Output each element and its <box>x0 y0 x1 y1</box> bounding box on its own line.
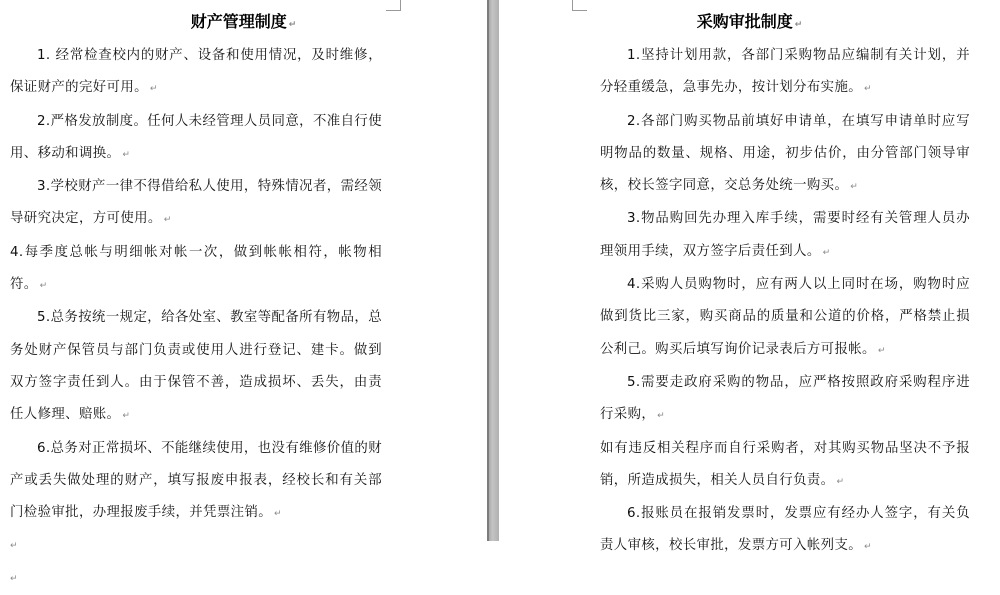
left-paragraph-6: 6.总务对正常损坏、不能继续使用，也没有维修价值的财产或丢失做处理的财产，填写报废申报表，经校长和有关部门检验审批，办理报废手续，并凭票注销。 ↵ <box>10 440 382 521</box>
right-paragraph-2: 2.各部门购买物品前填好申请单，在填写申请单时应写明物品的数量、规格、用途，初步估价，由分管部门领导审核，校长签字同意，交总务处统一购买。 ↵ <box>600 113 970 194</box>
empty-paragraph-mark: ↵ <box>10 541 18 552</box>
left-page-title: 财产管理制度 ↵ <box>190 12 297 31</box>
right-page-body <box>600 40 970 564</box>
right-paragraph-1: 1.坚持计划用款，各部门采购物品应编制有关计划，并分轻重缓急，急事先办，按计划分布实施。 ↵ <box>600 48 970 96</box>
left-paragraph-2: 2.严格发放制度。任何人未经管理人员同意，不准自行使用、移动和调换。 ↵ <box>10 113 382 161</box>
left-page-body <box>10 40 382 595</box>
left-paragraph-1: 1. 经常检查校内的财产、设备和使用情况，及时维修，保证财产的完好可用。 ↵ <box>10 48 382 96</box>
right-page-title: 采购审批制度 ↵ <box>696 12 803 31</box>
right-paragraph-7: 6.报账员在报销发票时，发票应有经办人签字，有关负责人审核，校长审批，发票方可入帐列支。 ↵ <box>600 506 970 554</box>
left-paragraph-4: 4.每季度总帐与明细帐对帐一次，做到帐帐相符，帐物相符。 ↵ <box>10 244 382 293</box>
left-paragraph-3: 3.学校财产一律不得借给私人使用，特殊情况者，需经领导研究决定，方可使用。 ↵ <box>10 179 382 227</box>
right-paragraph-3: 3.物品购回先办理入库手续，需要时经有关管理人员办理领用手续，双方签字后责任到人。 ↵ <box>600 211 970 259</box>
left-page <box>0 0 487 584</box>
margin-crop-mark <box>386 0 401 11</box>
right-paragraph-6: 如有违反相关程序而自行采购者，对其购买物品坚决不予报销，所造成损失，相关人员自行负责。 ↵ <box>600 440 970 488</box>
page-gutter <box>487 0 499 541</box>
right-paragraph-4: 4.采购人员购物时，应有两人以上同时在场，购物时应做到货比三家，购买商品的质量和公道的价格，严格禁止损公利己。购买后填写询价记录表后方可报帐。 ↵ <box>600 277 970 357</box>
left-paragraph-5: 5.总务按统一规定，给各处室、教室等配备所有物品，总务处财产保管员与部门负责或使用人进行登记、建卡。做到双方签字责任到人。由于保管不善，造成损坏、丢失，由责任人修理、赔账。 ↵ <box>10 310 382 423</box>
empty-paragraph-mark: ↵ <box>10 573 18 584</box>
margin-crop-mark <box>572 0 587 11</box>
right-paragraph-5: 5.需要走政府采购的物品，应严格按照政府采购程序进行采购， ↵ <box>600 374 970 423</box>
right-page <box>499 0 1000 554</box>
